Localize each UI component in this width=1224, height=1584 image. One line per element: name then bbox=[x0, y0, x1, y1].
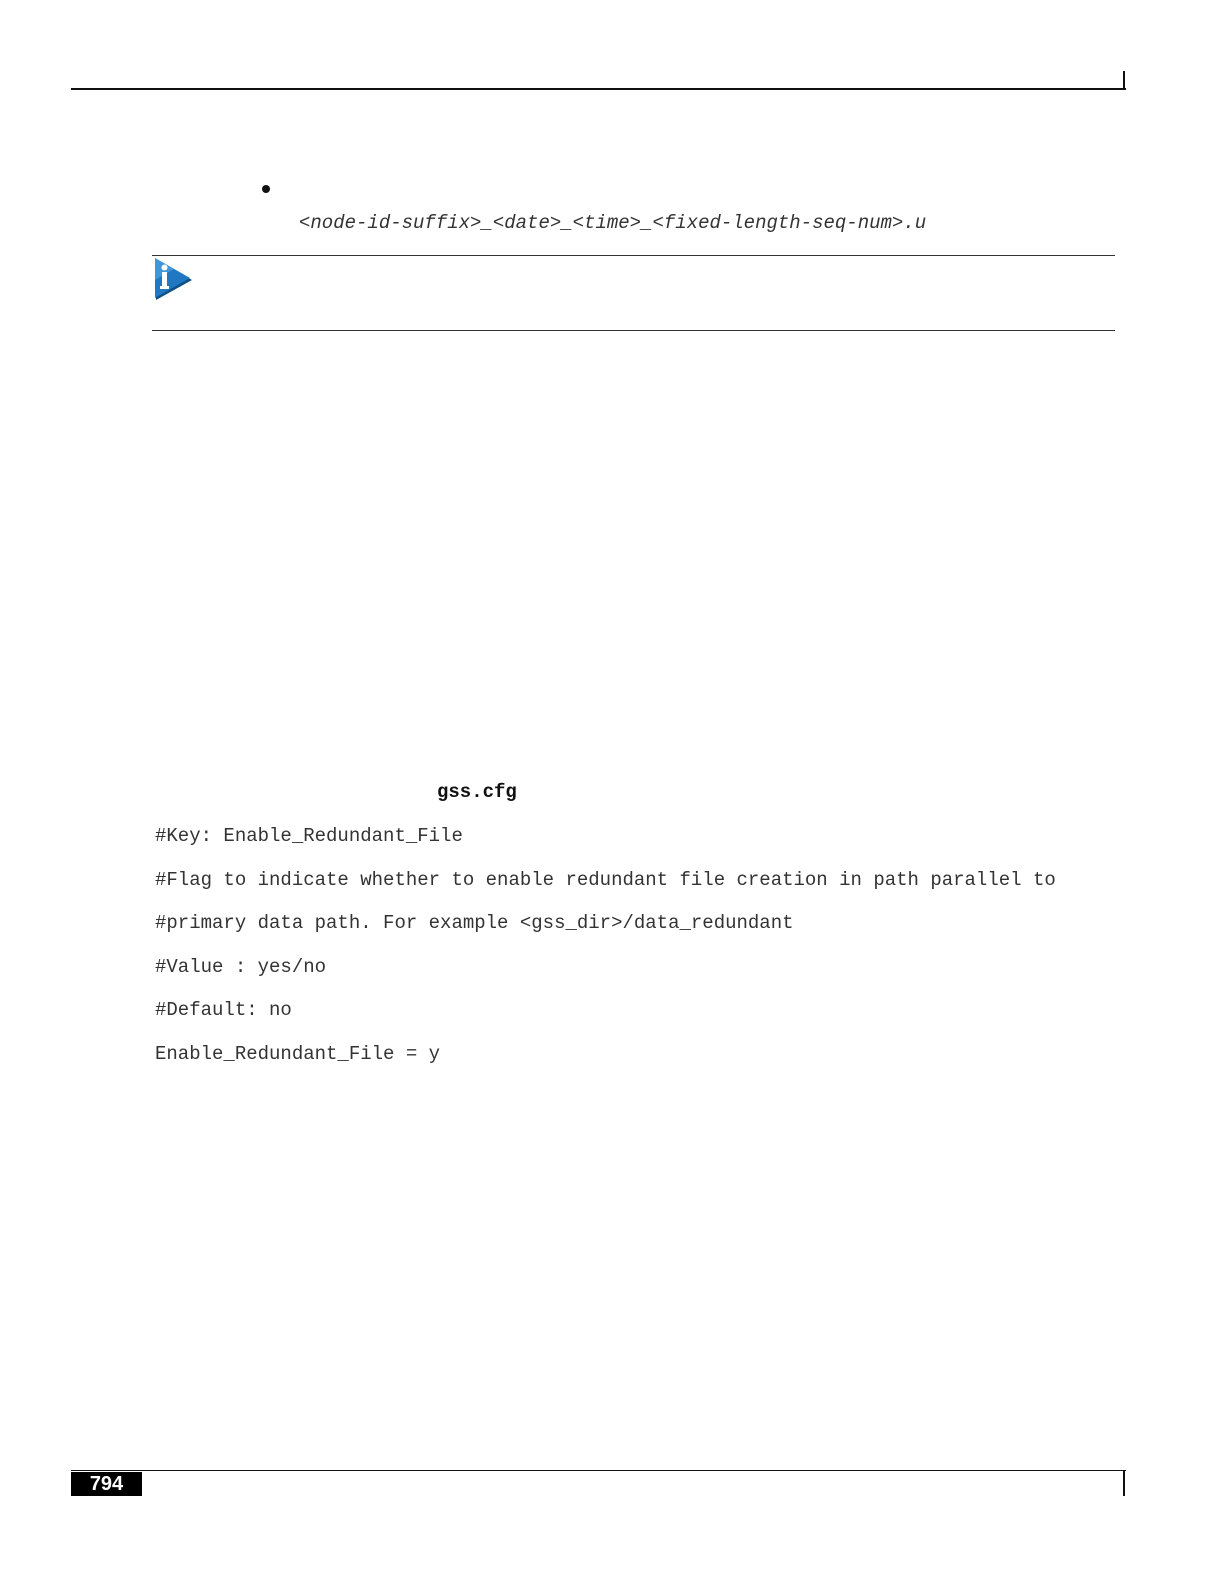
code-line: Enable_Redundant_File = y bbox=[155, 1042, 441, 1065]
header-rule bbox=[71, 88, 1126, 90]
filename-pattern: <node-id-suffix>_<date>_<time>_<fixed-length-seq-num>.u bbox=[299, 212, 927, 234]
code-line: #primary data path. For example <gss_dir>/data_redundant bbox=[155, 912, 794, 934]
code-line: #Key: Enable_Redundant_File bbox=[155, 825, 463, 847]
code-line: #Flag to indicate whether to enable redundant file creation in path parallel to bbox=[155, 868, 1056, 891]
footer-corner-mark bbox=[1123, 1470, 1125, 1496]
code-line: #Value : yes/no bbox=[155, 955, 327, 978]
header-corner-mark bbox=[1123, 71, 1125, 90]
code-line: #Default: no bbox=[155, 999, 292, 1021]
info-icon bbox=[154, 258, 194, 302]
note-bottom-rule bbox=[152, 330, 1115, 331]
page-number: 794 bbox=[71, 1472, 142, 1496]
footer-rule bbox=[71, 1470, 1126, 1471]
list-bullet bbox=[262, 185, 270, 193]
code-block bbox=[155, 822, 1056, 1083]
config-file-name: gss.cfg bbox=[437, 781, 517, 803]
note-top-rule bbox=[152, 255, 1115, 256]
